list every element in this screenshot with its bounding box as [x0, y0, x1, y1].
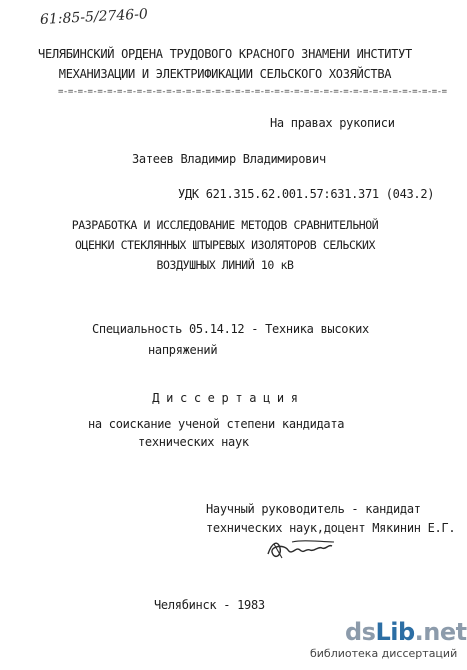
author-name: Затеев Владимир Владимирович [132, 152, 326, 166]
title-line-1: РАЗРАБОТКА И ИССЛЕДОВАНИЕ МЕТОДОВ СРАВНИТЕЛЬНОЙ [71, 218, 379, 232]
handwritten-archive-note: 61:85-5/2746-0 [39, 6, 149, 28]
supervisor-signature [262, 532, 342, 568]
dslib-watermark [310, 618, 467, 662]
supervisor-line-2: технических наук,доцент Мякинин Е.Г. [206, 521, 456, 535]
manuscript-rights: На правах рукописи [270, 116, 395, 130]
title-line-2: ОЦЕНКИ СТЕКЛЯННЫХ ШТЫРЕВЫХ ИЗОЛЯТОРОВ СЕЛЬСКИХ [74, 238, 376, 252]
degree-line-1: на соискание ученой степени кандидата [88, 417, 345, 431]
institute-line-1: ЧЕЛЯБИНСКИЙ ОРДЕНА ТРУДОВОГО КРАСНОГО ЗНАМЕНИ ИНСТИТУТ [38, 47, 412, 61]
title-line-3: ВОЗДУШНЫХ ЛИНИЙ 10 кВ [156, 258, 294, 272]
logo-caption: библиотека диссертаций [310, 647, 458, 660]
specialty-line-1: Специальность 05.14.12 - Техника высоких [92, 322, 369, 336]
udk-code: УДК 621.315.62.001.57:631.371 (043.2) [178, 187, 435, 201]
logo-lib: Lib [375, 618, 415, 646]
dslib-logo [345, 618, 467, 646]
document-type: Д и с с е р т а ц и я [152, 391, 298, 405]
supervisor-line-1: Научный руководитель - кандидат [206, 502, 421, 516]
city-year: Челябинск - 1983 [154, 598, 265, 612]
logo-net: .net [414, 618, 467, 646]
logo-ds: ds [345, 618, 376, 646]
institute-line-2: МЕХАНИЗАЦИИ И ЭЛЕКТРИФИКАЦИИ СЕЛЬСКОГО ХОЗЯЙСТВА [58, 67, 392, 81]
header-divider: =-=-=-=-=-=-=-=-=-=-=-=-=-=-=-=-=-=-=-=-=-=-=-=-=-=-=-=-=-=-=-=-=-=-=-=-=-=-=-= [58, 87, 447, 97]
specialty-line-2: напряжений [148, 343, 218, 357]
degree-line-2: технических наук [138, 435, 249, 449]
